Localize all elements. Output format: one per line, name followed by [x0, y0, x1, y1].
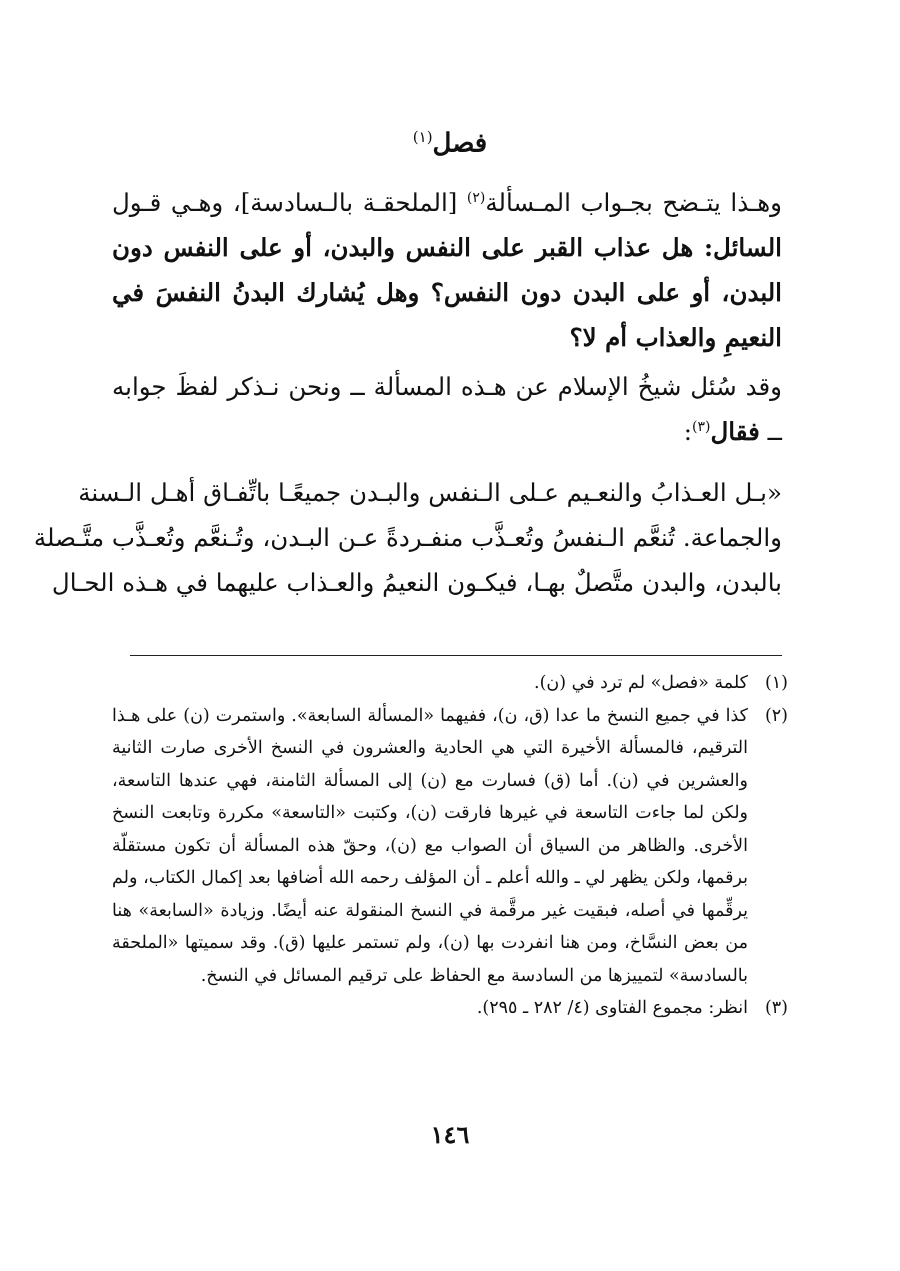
footnote-number: (٢) [764, 705, 788, 726]
answer-colon: : [683, 417, 692, 446]
heading-title: فصل [432, 128, 488, 159]
footnote-3 [112, 992, 788, 1025]
footnote-number: (٣) [764, 998, 788, 1018]
footnote-2 [112, 700, 788, 993]
footnote-text: كذا في جميع النسخ ما عدا (ق، ن)، ففيهما «المسألة السابعة». واستمرت (ن) على هـذا الترقيم، فالمسألة الأخيرة التي هي الحادية والعشرون في النسخ الأخرى صارت الثانية والعشرين في (ن). أما (ق) فسارت مع (ن) إلى المسألة الثامنة، فهي عندها التاسعة، ولكن لما جاءت التاسعة في غيرها فارقت (ن)، وكتبت «التاسعة» مكررة وتابعت النسخ الأخرى. والظاهر من السياق أن الصواب مع (ن)، وحقّ هذه المسألة أن تكون مستقلّة برقمها، ولكن يظهر لي ـ والله أعلم ـ أن المؤلف رحمه الله أضافها بعد إكمال الكتاب، ولم يرقِّمها في أصله، فبقيت غير مرقَّمة في النسخ المنقولة عنه أيضًا. وزيادة «السابعة» هنا من بعض النسَّاخ، ومن هنا انفردت بها (ن)، ولم تستمر عليها (ق). وقد سميتها «الملحقة بالسادسة» لتمييزها من السادسة مع الحفاظ على ترقيم المسائل في النسخ. [112, 705, 748, 986]
footnote-text: كلمة «فصل» لم ترد في (ن). [534, 673, 748, 693]
answer-footnote-marker: (٣) [692, 418, 711, 435]
page-number: ١٤٦ [430, 1120, 470, 1149]
question-paragraph [112, 180, 782, 360]
quote-paragraph [33, 470, 782, 605]
answer-intro-text: وقد سُئل شيخُ الإسلام عن هـذه المسألة ــ ونحن نـذكر لفظَ جوابه ــ [112, 372, 782, 446]
quote-line-2: والجماعة. تُنعَّم الـنفسُ وتُعـذَّب منفـردةً عـن البـدن، وتُـنعَّم وتُعـذَّب متَّـصلة [33, 523, 782, 552]
question-intro-rest: [الملحقـة بالـسادسة]، وهـي قـول [112, 188, 467, 217]
section-heading [0, 128, 900, 159]
question-footnote-marker: (٢) [466, 189, 486, 206]
footnote-divider [130, 655, 782, 656]
quote-line-3: بالبدن، والبدن متَّصلٌ بهـا، فيكـون النعيمُ والعـذاب عليهما في هـذه الحـال [51, 568, 782, 597]
footnotes [112, 667, 788, 1025]
quote-line-1: «بـل العـذابُ والنعـيم عـلى الـنفس والبـدن جميعًـا باتِّفـاق أهـل الـسنة [78, 478, 782, 507]
answer-intro-paragraph [112, 364, 782, 454]
answer-said: فقال [710, 417, 760, 446]
question-text: السائل: هل عذاب القبر على النفس والبدن، أو على النفس دون البدن، أو على البدن دون النفس؟ وهل يُشارك البدنُ النفسَ في النعيمِ والعذاب أم لا؟ [112, 233, 782, 352]
footnote-text: انظر: مجموع الفتاوى (٤/ ٢٨٢ ـ ٢٩٥). [476, 998, 748, 1018]
footnote-number: (١) [764, 673, 788, 693]
heading-footnote-marker: (١) [412, 128, 433, 146]
question-intro: وهـذا يتـضح بجـواب المـسألة [485, 188, 782, 217]
footnote-1 [112, 667, 788, 700]
